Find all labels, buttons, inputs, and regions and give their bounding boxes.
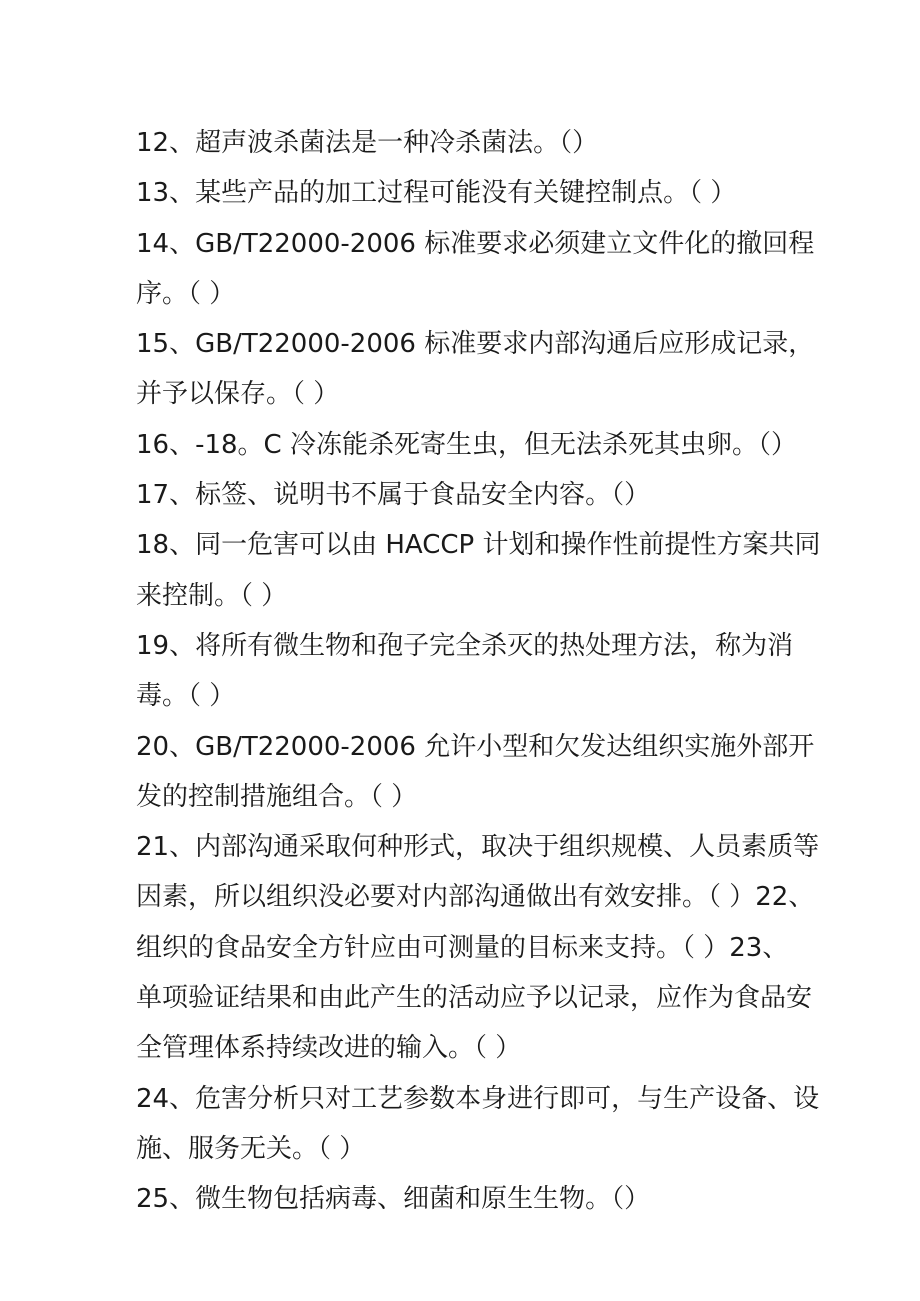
text-line-4: 序。（ ） bbox=[136, 278, 236, 309]
text-line-8: 17、标签、说明书不属于食品安全内容。（） bbox=[136, 480, 651, 511]
text-line-6: 并予以保存。（ ） bbox=[136, 379, 340, 410]
text-line-3: 14、GB/T22000-2006 标准要求必须建立文件化的撤回程 bbox=[136, 228, 815, 259]
text-line-15: 21、内部沟通采取何种形式，取决于组织规模、人员素质等 bbox=[136, 832, 820, 863]
text-line-19: 全管理体系持续改进的输入。（ ） bbox=[136, 1033, 522, 1064]
text-line-11: 19、将所有微生物和孢子完全杀灭的热处理方法，称为消 bbox=[136, 630, 794, 661]
text-line-20: 24、危害分析只对工艺参数本身进行即可，与生产设备、设 bbox=[136, 1083, 820, 1114]
text-line-5: 15、GB/T22000-2006 标准要求内部沟通后应形成记录， bbox=[136, 329, 815, 360]
text-line-16: 因素，所以组织没必要对内部沟通做出有效安排。（ ）22、 bbox=[136, 882, 815, 913]
text-line-22: 25、微生物包括病毒、细菌和原生生物。（） bbox=[136, 1184, 651, 1215]
text-line-17: 组织的食品安全方针应由可测量的目标来支持。（ ）23、 bbox=[136, 932, 789, 963]
text-line-21: 施、服务无关。（ ） bbox=[136, 1133, 366, 1164]
text-line-9: 18、同一危害可以由 HACCP 计划和操作性前提性方案共同 bbox=[136, 530, 821, 561]
text-line-2: 13、某些产品的加工过程可能没有关键控制点。（ ） bbox=[136, 178, 737, 209]
text-line-14: 发的控制措施组合。（ ） bbox=[136, 781, 418, 812]
text-line-12: 毒。（ ） bbox=[136, 681, 236, 712]
question-list bbox=[136, 118, 821, 1225]
text-line-10: 来控制。（ ） bbox=[136, 580, 288, 611]
text-line-18: 单项验证结果和由此产生的活动应予以记录，应作为食品安 bbox=[136, 983, 813, 1014]
text-line-1: 12、超声波杀菌法是一种冷杀菌法。（） bbox=[136, 128, 599, 158]
text-line-7: 16、-18。C 冷冻能杀死寄生虫，但无法杀死其虫卵。（） bbox=[136, 429, 797, 460]
text-line-13: 20、GB/T22000-2006 允许小型和欠发达组织实施外部开 bbox=[136, 731, 815, 762]
